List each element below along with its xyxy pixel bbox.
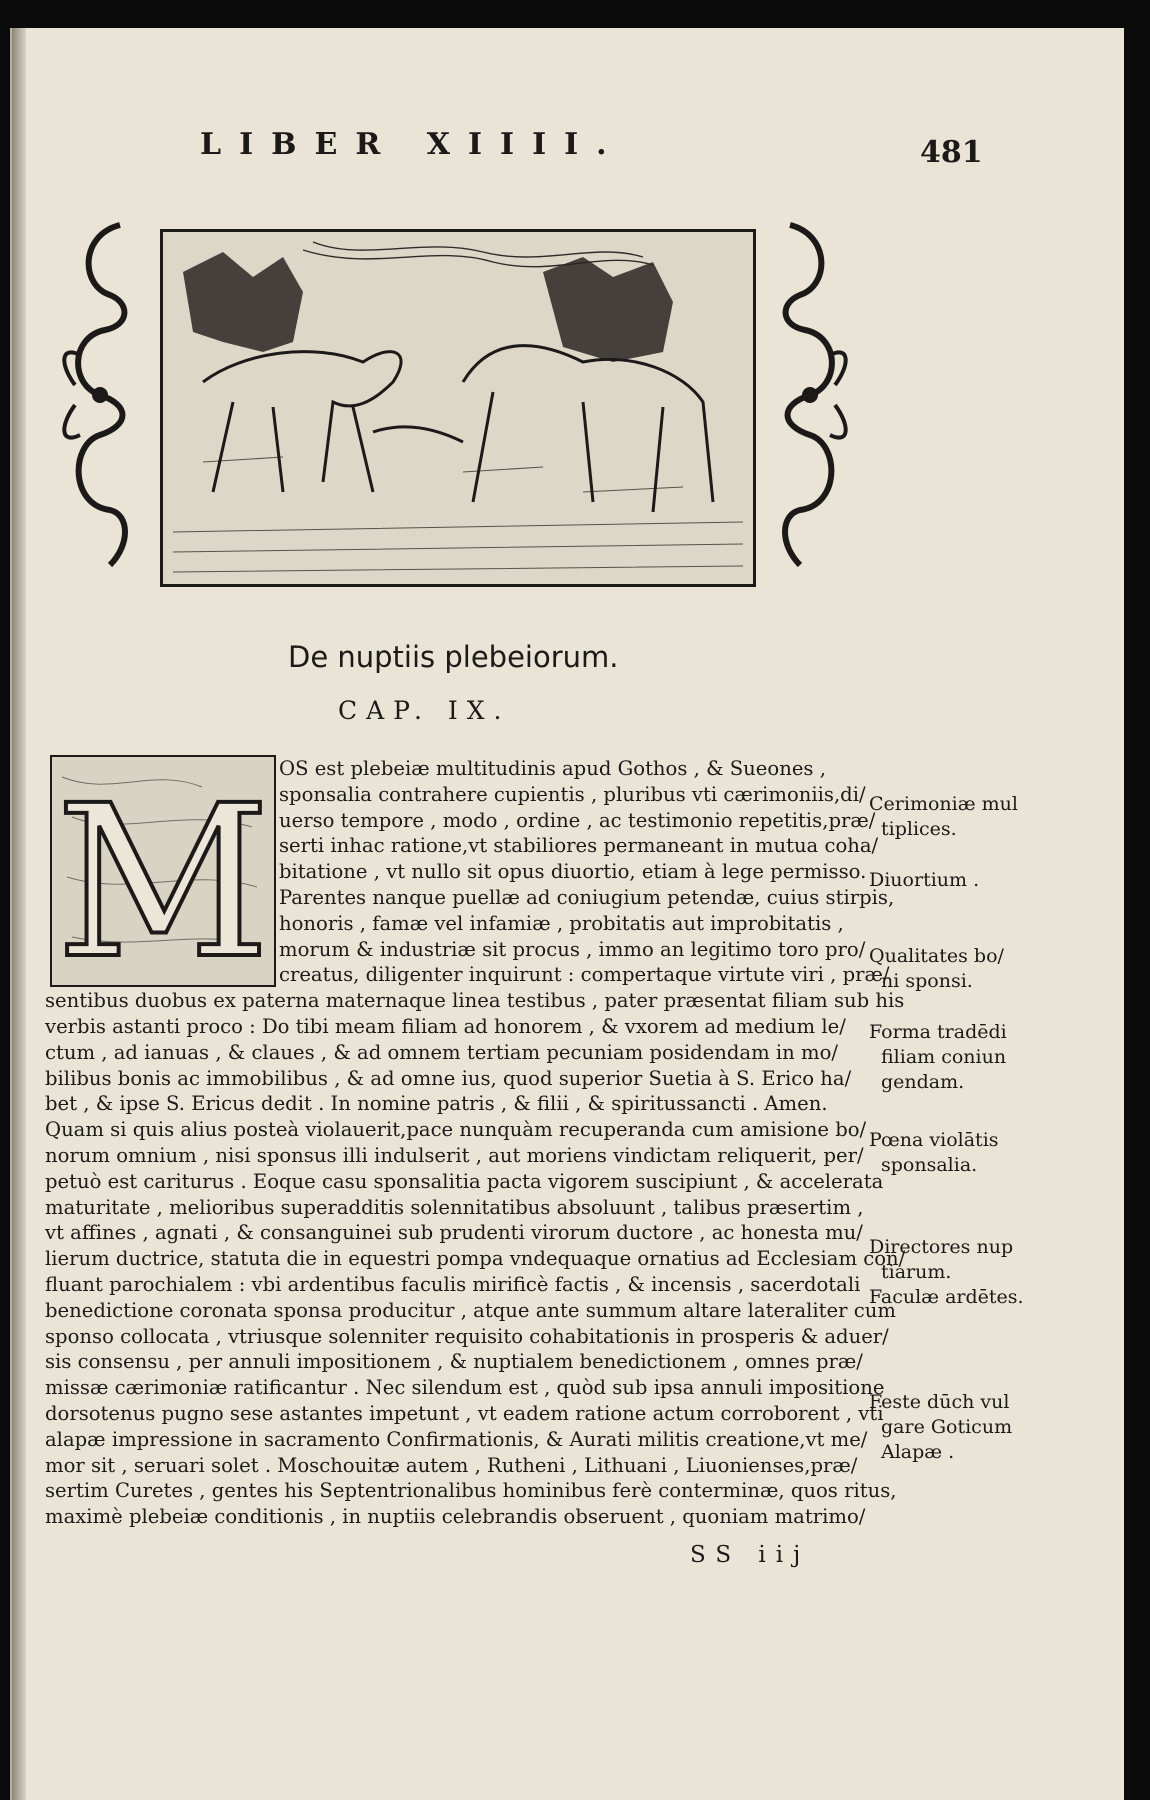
body-line: OS est plebeiæ multitudinis apud Gothos , & Sueones , <box>279 757 826 780</box>
margin-note <box>869 944 1004 994</box>
body-line: fluant parochialem : vbi ardentibus faculis mirificè factis , & incensis , sacerdotali <box>45 1272 861 1296</box>
margin-note-line: Diuortium . <box>869 869 980 891</box>
margin-note <box>869 1390 1012 1465</box>
margin-note <box>869 1020 1007 1095</box>
body-line: verbis astanti proco : Do tibi meam filiam ad honorem , & vxorem ad medium le/ <box>45 1014 846 1038</box>
chapter-body <box>45 756 906 1530</box>
wedding-procession-scene <box>160 229 756 587</box>
signature-mark: SS iij <box>690 1542 811 1568</box>
horsemen-woodcut <box>163 232 753 584</box>
margin-note-line: Pœna violātis <box>869 1129 999 1151</box>
body-line: vt affines , agnati , & consanguinei sub prudenti virorum ductore , ac honesta mu/ <box>45 1221 863 1245</box>
margin-note-line: Alapæ . <box>881 1441 955 1463</box>
body-line: sponso collocata , vtriusque solenniter requisito cohabitationis in prosperis & aduer/ <box>45 1324 889 1348</box>
body-line: creatus, diligenter inquirunt : compertaque virtute viri , præ/ <box>279 963 890 987</box>
margin-note-line: Feste dūch vul <box>869 1391 1010 1413</box>
body-line: ctum , ad ianuas , & claues , & ad omnem tertiam pecuniam posidendam in mo/ <box>45 1040 838 1064</box>
body-line: petuò est cariturus . Eoque casu sponsalitia pacta vigorem suscipiunt , & accelerata <box>45 1169 884 1193</box>
body-line: uerso tempore , modo , ordine , ac testimonio repetitis,præ/ <box>279 808 876 832</box>
body-line: honoris , famæ vel infamiæ , probitatis aut improbitatis , <box>279 911 844 935</box>
margin-note <box>869 1235 1013 1285</box>
margin-note <box>869 792 1018 842</box>
body-line: benedictione coronata sponsa producitur , atque ante summum altare lateraliter cum <box>45 1298 896 1322</box>
right-scroll-ornament <box>770 215 850 575</box>
margin-note-line: tiplices. <box>881 818 957 840</box>
body-line: sis consensu , per annuli impositionem , & nuptialem benedictionem , omnes præ/ <box>45 1350 863 1374</box>
body-line: maturitate , melioribus superadditis solennitatibus absoluunt , talibus præsertim , <box>45 1195 864 1219</box>
margin-note-line: sponsalia. <box>881 1154 978 1176</box>
margin-note <box>869 1128 999 1178</box>
body-line: lierum ductrice, statuta die in equestri pompa vndequaque ornatius ad Ecclesiam con/ <box>45 1247 906 1271</box>
body-line: sertim Curetes , gentes his Septentrionalibus hominibus ferè conterminæ, quos ritus, <box>45 1479 897 1503</box>
chapter-title: De nuptiis plebeiorum. <box>288 640 619 674</box>
woodcut-illustration <box>60 195 850 615</box>
body-line: missæ cærimoniæ ratificantur . Nec silendum est , quòd sub ipsa annuli impositione <box>45 1376 885 1400</box>
body-line: alapæ impressione in sacramento Confirmationis, & Aurati militis creatione,vt me/ <box>45 1427 868 1451</box>
body-line: maximè plebeiæ conditionis , in nuptiis celebrandis obseruent , quoniam matrimo/ <box>45 1505 866 1529</box>
body-line: mor sit , seruari solet . Moschouitæ autem , Rutheni , Lithuani , Liuonienses,præ/ <box>45 1453 858 1477</box>
margin-note-line: filiam coniun <box>881 1046 1007 1068</box>
margin-note-line: Forma tradēdi <box>869 1021 1007 1043</box>
margin-note-line: gendam. <box>881 1071 965 1093</box>
body-line: bilibus bonis ac immobilibus , & ad omne ius, quod superior Suetia à S. Erico ha/ <box>45 1066 852 1090</box>
margin-note-line: Qualitates bo/ <box>869 945 1004 967</box>
running-head: LIBER XIIII. <box>200 127 625 162</box>
body-line: morum & industriæ sit procus , immo an legitimo toro pro/ <box>279 937 866 961</box>
body-line: bitatione , vt nullo sit opus diuortio, etiam à lege permisso. <box>279 860 867 884</box>
margin-note <box>869 868 979 893</box>
margin-note <box>869 1285 1024 1310</box>
body-line: dorsotenus pugno sese astantes impetunt , vt eadem ratione actum corroborent , vti <box>45 1401 884 1425</box>
initial-letter: M <box>55 760 271 985</box>
body-line: sponsalia contrahere cupientis , pluribus vti cærimoniis,di/ <box>279 782 866 806</box>
page-gutter <box>12 28 26 1800</box>
left-scroll-ornament <box>60 215 140 575</box>
body-line: Quam si quis alius posteà violauerit,pace nunquàm recuperanda cum amisione bo/ <box>45 1118 867 1142</box>
margin-note-line: tiarum. <box>881 1261 952 1283</box>
body-line: sentibus duobus ex paterna maternaque linea testibus , pater præsentat filiam sub his <box>45 989 905 1013</box>
folio-number: 481 <box>920 135 983 170</box>
margin-note-line: Faculæ ardētes. <box>869 1286 1024 1308</box>
margin-note-line: Cerimoniæ mul <box>869 793 1018 815</box>
body-line: bet , & ipse S. Ericus dedit . In nomine patris , & filii , & spiritussancti . Amen. <box>45 1092 828 1116</box>
margin-note-line: Directores nup <box>869 1236 1014 1258</box>
body-line: serti inhac ratione,vt stabiliores permaneant in mutua coha/ <box>279 834 879 858</box>
body-line: norum omnium , nisi sponsus illi indulserit , aut moriens vindictam reliquerit, per/ <box>45 1143 864 1167</box>
body-line: Parentes nanque puellæ ad coniugium petendæ, cuius stirpis, <box>279 885 895 909</box>
margin-note-line: ni sponsi. <box>881 970 973 992</box>
chapter-number: CAP. IX. <box>338 696 511 725</box>
margin-note-line: gare Goticum <box>881 1416 1013 1438</box>
